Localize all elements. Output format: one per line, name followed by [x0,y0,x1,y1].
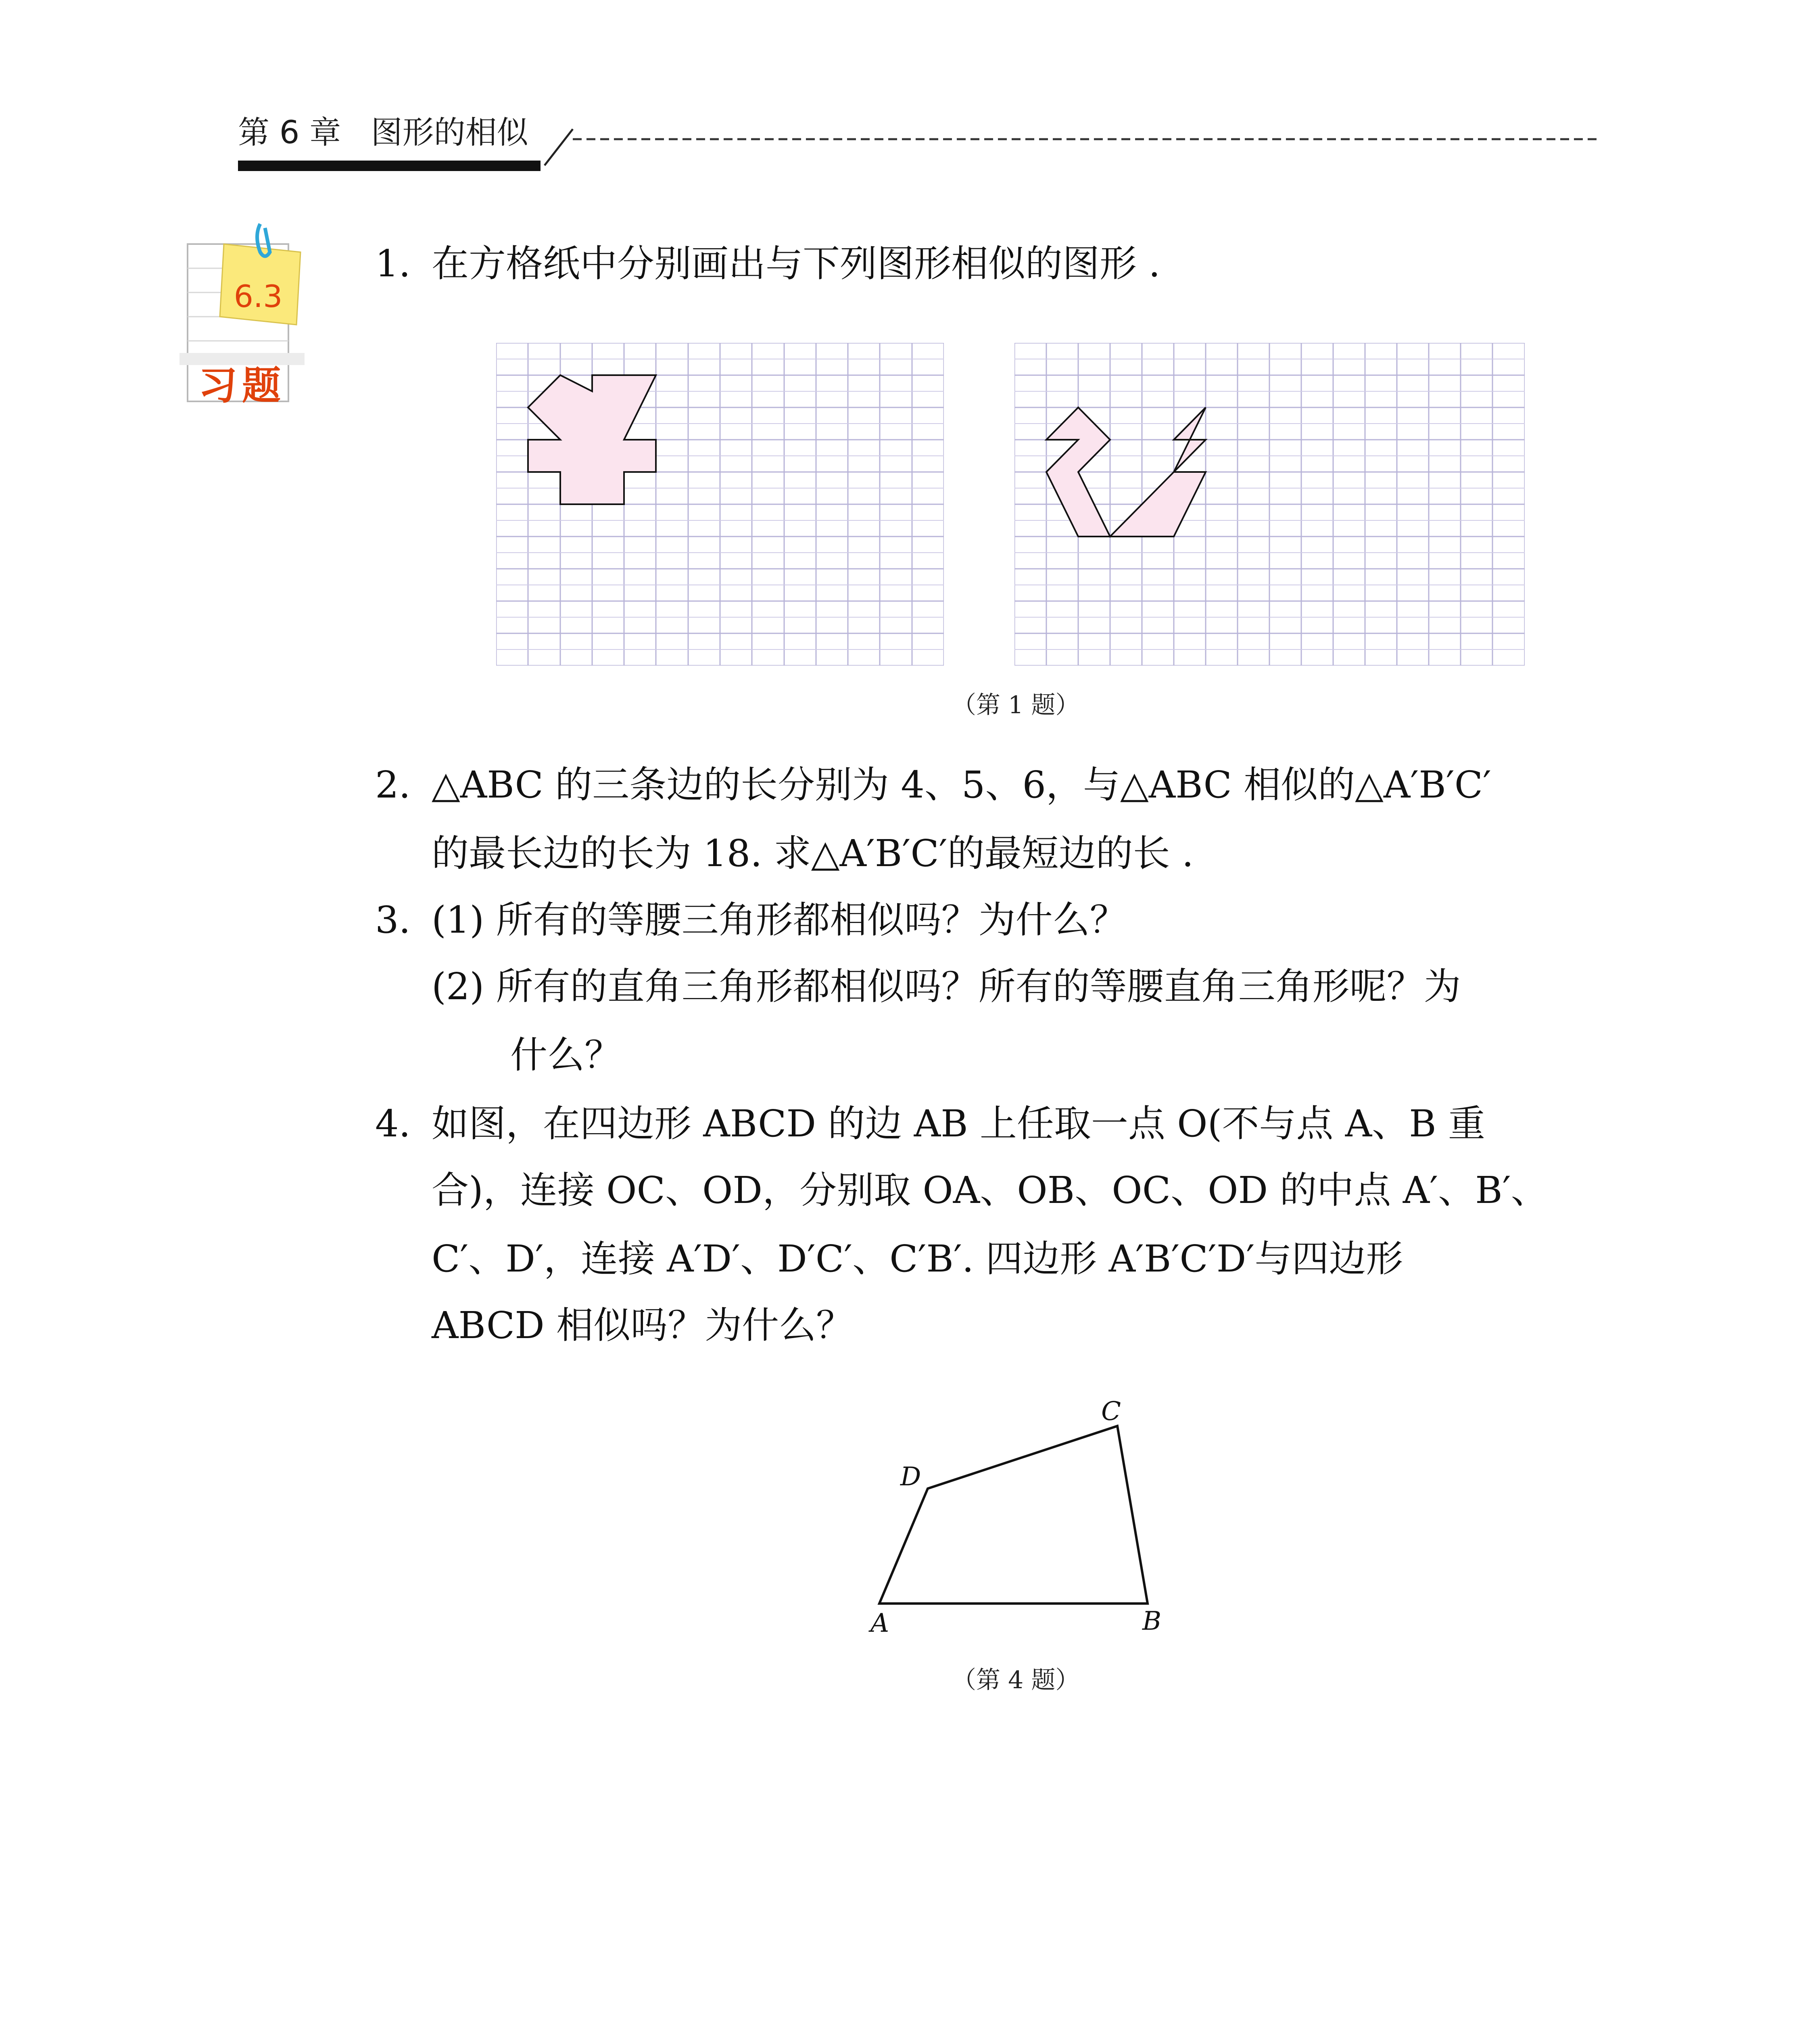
question-3-part-2: (2) 所有的直角三角形都相似吗？所有的等腰直角三角形呢？为 [432,965,1461,1008]
question-number: 1. [375,242,411,285]
question-number: 3. [375,898,411,942]
quadrilateral-figure [855,1380,1186,1642]
header-bar [238,161,541,171]
vertex-label-d: D [900,1462,921,1492]
vertex-label-a: A [870,1608,889,1638]
question-number: 4. [375,1102,411,1145]
question-text: 在方格纸中分别画出与下列图形相似的图形 . [432,242,1160,285]
question-2-line-2: 的最长边的长为 18. 求△A′B′C′的最短边的长 . [432,832,1194,875]
chapter-number: 第 6 章 [238,115,341,151]
section-number: 6.3 [234,278,283,314]
question-part-1: (1) 所有的等腰三角形都相似吗？为什么？ [432,898,1127,942]
vertex-label-b: B [1142,1606,1162,1636]
question-4 [375,1102,1486,1145]
question-3 [375,898,1127,942]
figure-4-caption: （第 4 题） [952,1666,1080,1694]
question-4-line-4: ABCD 相似吗？为什么？ [432,1304,854,1347]
question-3-part-2-continued: 什么？ [510,1034,622,1077]
question-1 [375,242,1160,285]
question-4-line-2: 合)，连接 OC、OD，分别取 OA、OB、OC、OD 的中点 A′、B′、 [432,1169,1548,1212]
shape-left [528,375,656,504]
question-4-line-3: C′、D′，连接 A′D′、D′C′、C′B′. 四边形 A′B′C′D′与四边形 [432,1237,1403,1280]
grid-figure-right [1014,343,1525,666]
question-text: △ABC 的三条边的长分别为 4、5、6，与△ABC 相似的△A′B′C′ [432,763,1491,806]
vertex-label-c: C [1101,1397,1121,1426]
quadrilateral-abcd [879,1426,1148,1604]
question-number: 2. [375,763,411,806]
header-dashed-rule [541,101,1605,182]
figure-1-caption: （第 1 题） [952,691,1080,719]
question-2 [375,763,1491,806]
grid-figure-left [496,343,944,666]
chapter-header [238,115,528,151]
question-text: 如图，在四边形 ABCD 的边 AB 上任取一点 O(不与点 A、B 重 [432,1102,1486,1145]
exercise-title: 习题 [198,363,286,408]
chapter-title: 图形的相似 [371,115,528,151]
